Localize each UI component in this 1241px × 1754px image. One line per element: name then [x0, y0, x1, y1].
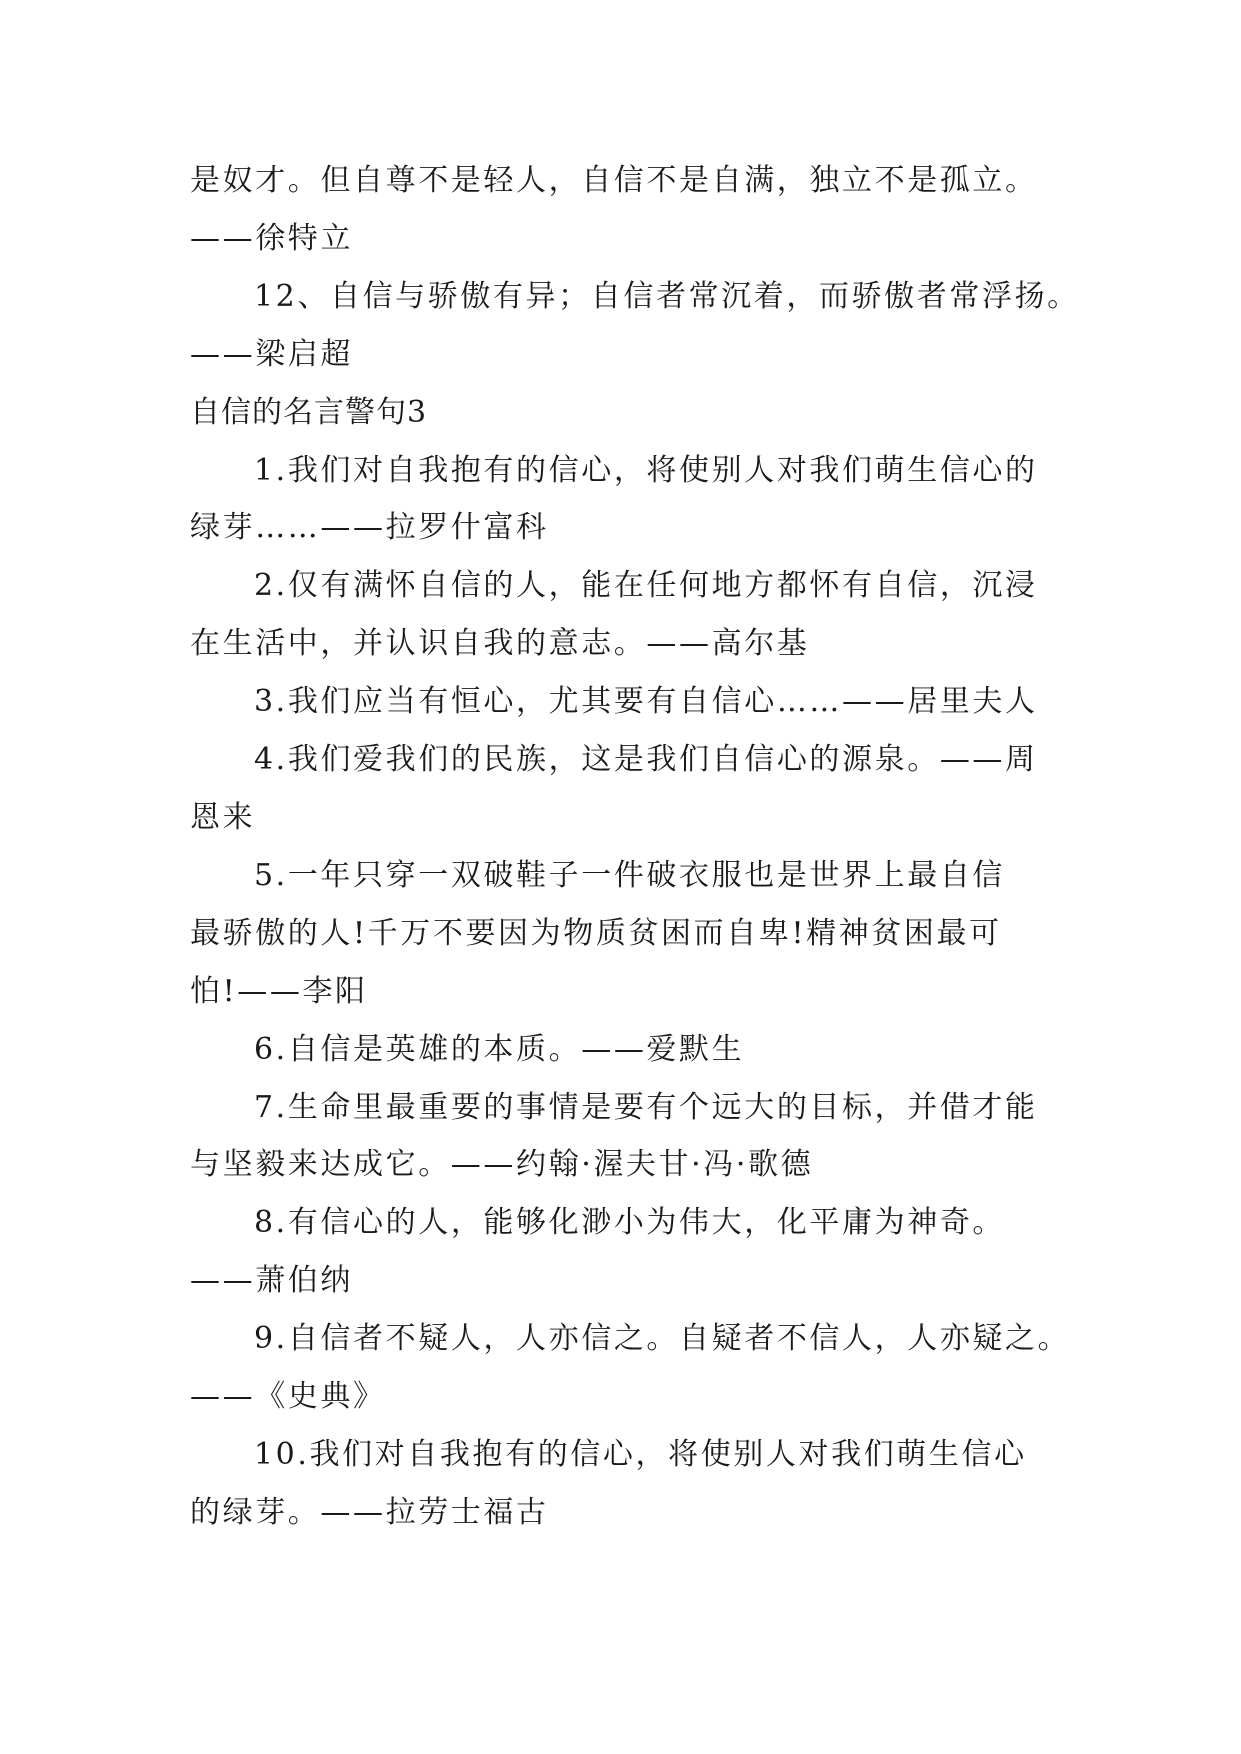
text-line: 与坚毅来达成它。——约翰·渥夫甘·冯·歌德 [190, 1147, 814, 1183]
text-line: 恩来 [190, 799, 256, 835]
text-line: 最骄傲的人!千万不要因为物质贫困而自卑!精神贫困最可 [190, 915, 1002, 951]
quote-item-3: 3.我们应当有恒心，尤其要有自信心……——居里夫人 [254, 684, 1038, 720]
text-line: 绿芽……——拉罗什富科 [190, 510, 549, 546]
text-line: 怕!——李阳 [190, 973, 368, 1009]
quote-item-12: 12、自信与骄傲有异；自信者常沉着，而骄傲者常浮扬。 [254, 278, 1080, 314]
text-line: 的绿芽。——拉劳士福古 [190, 1494, 549, 1530]
quote-item-7: 7.生命里最重要的事情是要有个远大的目标，并借才能 [254, 1089, 1038, 1125]
quote-item-5: 5.一年只穿一双破鞋子一件破衣服也是世界上最自信 [254, 857, 1006, 893]
text-line: 在生活中，并认识自我的意志。——高尔基 [190, 626, 810, 662]
quote-item-8: 8.有信心的人，能够化渺小为伟大，化平庸为神奇。 [254, 1205, 1006, 1241]
quote-item-10: 10.我们对自我抱有的信心，将使别人对我们萌生信心 [254, 1436, 1027, 1472]
quote-item-4: 4.我们爱我们的民族，这是我们自信心的源泉。——周 [254, 742, 1038, 778]
quote-item-6: 6.自信是英雄的本质。——爱默生 [254, 1031, 745, 1067]
quote-item-9: 9.自信者不疑人，人亦信之。自疑者不信人，人亦疑之。 [254, 1321, 1071, 1357]
quote-author-line: ——《史典》 [190, 1379, 386, 1415]
quote-item-2: 2.仅有满怀自信的人，能在任何地方都怀有自信，沉浸 [254, 568, 1038, 604]
quote-author-line: ——徐特立 [190, 220, 353, 256]
quote-author-line: ——萧伯纳 [190, 1263, 353, 1299]
quote-item-1: 1.我们对自我抱有的信心，将使别人对我们萌生信心的 [254, 452, 1038, 488]
quote-author-line: ——梁启超 [190, 336, 353, 372]
text-line: 是奴才。但自尊不是轻人，自信不是自满，独立不是孤立。 [190, 163, 1038, 198]
section-heading: 自信的名言警句3 [190, 394, 428, 430]
document-body [190, 152, 1080, 1542]
